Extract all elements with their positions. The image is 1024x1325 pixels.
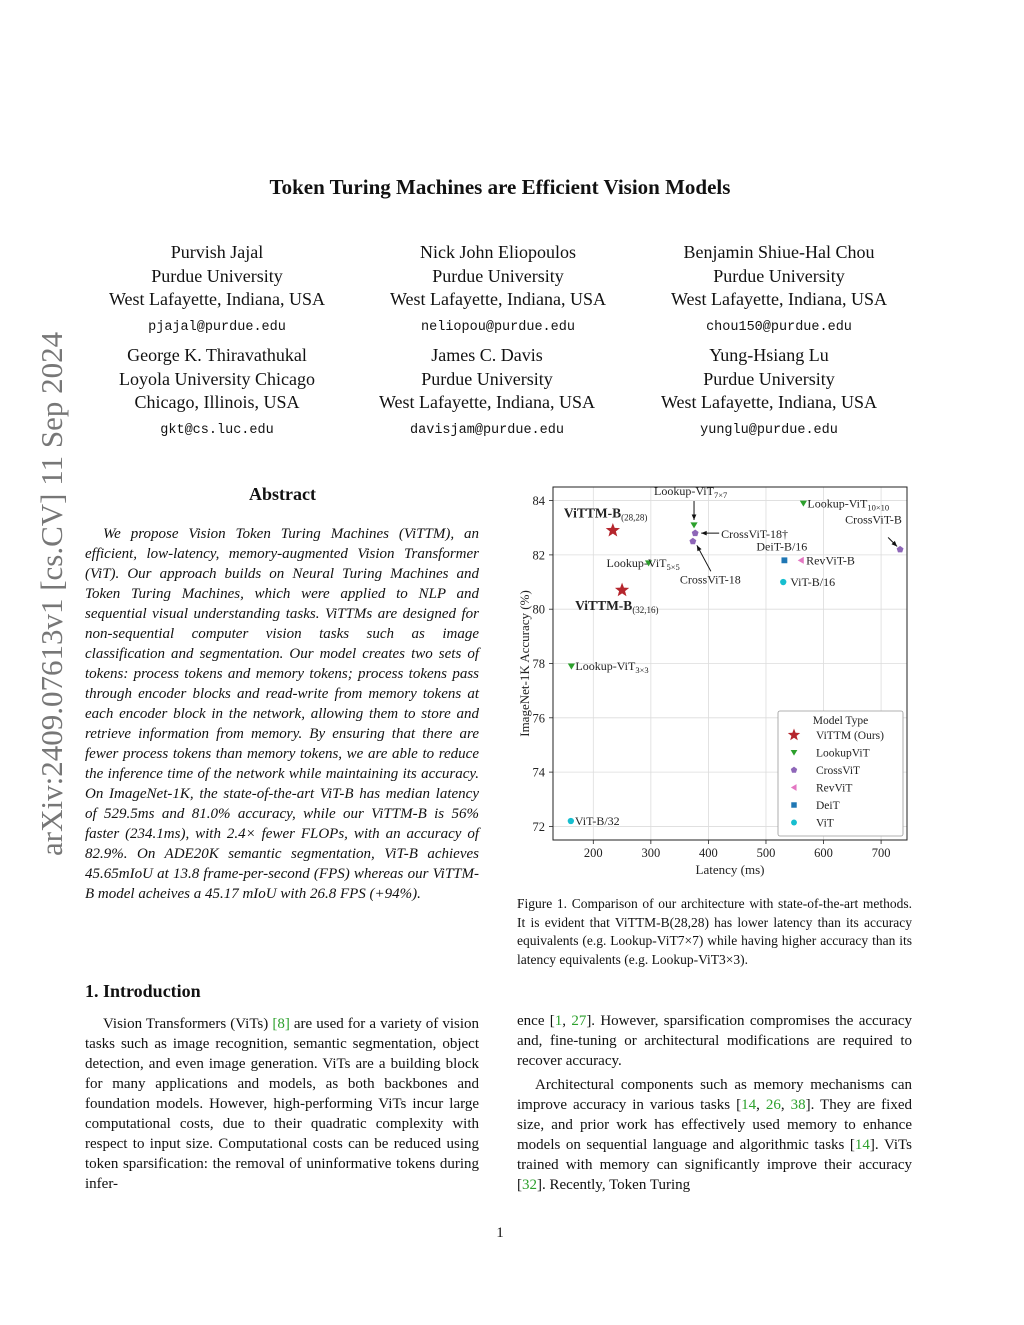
author-location: West Lafayette, Indiana, USA	[379, 392, 595, 412]
data-label: ViTTM-$B_{(32,16)}$	[575, 598, 659, 616]
legend-title: Model Type	[812, 715, 869, 727]
citation-link[interactable]: 14	[741, 1097, 757, 1113]
y-tick-label: 80	[532, 602, 545, 617]
text-span: ]. Recently, Token Turing	[537, 1177, 691, 1193]
author-block-1	[67, 241, 367, 339]
right-paragraph-2	[517, 1075, 912, 1195]
data-label: Lookup-ViT$_{10\times 10}$	[807, 496, 890, 513]
y-axis-label: ImageNet-1K Accuracy (%)	[517, 590, 532, 737]
data-label: ViT-B/32	[574, 813, 620, 828]
data-label: DeiT-B/16	[756, 539, 808, 554]
citation-link[interactable]: 32	[522, 1177, 537, 1193]
x-tick-label: 700	[871, 846, 891, 860]
y-tick-label: 78	[532, 657, 545, 671]
text-span: ]. They are fixed size, and prior work has effectively used memory to enhance models on sequential language and algorithmic tasks [	[517, 1097, 912, 1153]
author-affiliation: Loyola University Chicago	[119, 368, 315, 389]
data-label: CrossViT-18†	[721, 527, 789, 542]
data-label-subscript: (28,28)	[621, 512, 648, 523]
author-affiliation: Purdue University	[703, 368, 835, 389]
x-axis-label: Latency (ms)	[695, 862, 765, 877]
data-point-vit-b-16	[780, 579, 786, 585]
page-number: 1	[496, 1225, 504, 1241]
data-label: Lookup-ViT$_{3\times 3}$	[575, 659, 649, 676]
data-label: ViTTM-$B_{(28,28)}$	[563, 505, 648, 523]
abstract-paragraph: We propose Vision Token Turing Machines (ViTTM), an efficient, low-latency, memory-augmented Vision Transformer (ViT). Our approach builds on Neural Turing Machines and Token Turing Machines, which were applied to NLP and sequential visual understanding tasks. ViTTMs are designed for non-sequential computer vision tasks such as image classification and segmentation. Our model creates two sets of tokens: process tokens and memory tokens; process tokens pass through encoder blocks and read-write from memory tokens at each encoder block in the network, allowing them to store and retrieve information from memory. By ensuring that there are fewer process tokens than memory tokens, we are able to reduce the inference time of the network while maintaining its accuracy. On ImageNet-1K, the state-of-the-art ViT-B has median latency of 529.5ms and 81.0% accuracy, while our ViTTM-B is 56% faster (234.1ms), with 2.4× fewer FLOPs, with an accuracy of 82.9%. On ADE20K semantic segmentation, ViT-B achieves 45.65mIoU at 13.8 frame-per-second (FPS) whereas our ViTTM-B model acheives a 45.17 mIoU with 26.8 FPS (+94%).	[85, 526, 479, 902]
x-tick-label: 600	[814, 846, 833, 860]
y-tick-label: 84	[532, 494, 545, 509]
author-email: yunglu@purdue.edu	[700, 422, 838, 438]
data-label: CrossViT-B	[845, 512, 902, 527]
author-email: davisjam@purdue.edu	[410, 422, 564, 438]
author-name: Benjamin Shiue-Hal Chou	[683, 242, 875, 262]
author-email: gkt@cs.luc.edu	[160, 422, 274, 438]
author-location: Chicago, Illinois, USA	[134, 392, 300, 412]
data-label-subscript: 5×5	[666, 562, 680, 573]
author-block-3	[629, 241, 929, 339]
data-label: CrossViT-18	[679, 572, 741, 587]
citation-link[interactable]: [8]	[272, 1016, 290, 1032]
author-affiliation: Purdue University	[432, 265, 564, 286]
x-tick-label: 400	[699, 846, 718, 860]
right-column-body	[517, 1011, 912, 1199]
citation-link[interactable]: 27	[571, 1013, 587, 1029]
author-affiliation: Purdue University	[421, 368, 553, 389]
data-label: Lookup-ViT$_{7\times 7}$	[654, 484, 728, 501]
legend-entry-label: ViTTM (Ours)	[816, 730, 884, 742]
author-name: James C. Davis	[431, 345, 543, 365]
intro-text-1: Vision Transformers (ViTs)	[103, 1016, 273, 1032]
text-span: ,	[756, 1097, 766, 1113]
data-label-subscript: 10×10	[867, 502, 890, 513]
x-tick-label: 500	[756, 846, 776, 860]
author-block-6	[619, 344, 919, 442]
author-name: Yung-Hsiang Lu	[709, 345, 829, 365]
abstract-heading: Abstract	[249, 484, 316, 504]
author-email: neliopou@purdue.edu	[421, 319, 575, 335]
data-label-subscript: (32,16)	[632, 605, 659, 616]
y-tick-label: 82	[532, 548, 545, 563]
author-affiliation: Purdue University	[151, 265, 283, 286]
figure-1-chart	[512, 480, 912, 882]
citation-link[interactable]: 1	[554, 1013, 563, 1029]
intro-heading: 1. Introduction	[85, 981, 201, 1001]
data-label: RevViT-B	[806, 553, 855, 568]
citation-link[interactable]: 38	[790, 1097, 806, 1113]
data-label-subscript: 3×3	[635, 665, 649, 676]
text-span: ence [	[517, 1013, 555, 1029]
author-email: chou150@purdue.edu	[706, 319, 852, 335]
text-span: ,	[562, 1013, 572, 1029]
figure-caption: Figure 1. Comparison of our architecture with state-of-the-art methods. It is evident that ViTTM-B(28,28) has lower latency than its accuracy equivalents (e.g. Lookup-ViT7×7) while having higher accuracy than its latency equivalents (e.g. Lookup-ViT3×3).	[517, 896, 912, 967]
data-point-vit-b-32	[568, 818, 574, 824]
abstract-body	[85, 524, 479, 904]
y-tick-label: 72	[532, 819, 545, 834]
author-location: West Lafayette, Indiana, USA	[390, 289, 606, 309]
intro-text-2: are used for a variety of vision tasks such as image recognition, semantic segmentation, object detection, and even image generation. ViTs are a building block for many applications and models, as both backbones and foundation models. However, high-performing ViTs incur large computational costs, due to their quadratic complexity with respect to input size. Computational costs can be reduced using token sparsification: the removal of uninformative tokens during infer-	[85, 1016, 479, 1192]
data-point-deit-b-16	[781, 557, 787, 563]
legend-entry-label: CrossViT	[816, 765, 861, 777]
author-location: West Lafayette, Indiana, USA	[671, 289, 887, 309]
arxiv-stamp: arXiv:2409.07613v1 [cs.CV] 11 Sep 2024	[34, 331, 69, 856]
author-location: West Lafayette, Indiana, USA	[661, 392, 877, 412]
data-label: ViT-B/16	[790, 575, 836, 590]
citation-link[interactable]: 14	[854, 1137, 870, 1153]
data-label: Lookup-ViT$_{5\times 5}$	[606, 556, 680, 573]
legend-entry-label: LookupViT	[816, 747, 870, 760]
intro-paragraph	[85, 1014, 479, 1194]
author-location: West Lafayette, Indiana, USA	[109, 289, 325, 309]
x-tick-label: 200	[583, 846, 603, 860]
legend-marker	[791, 820, 797, 826]
intro-body	[85, 1014, 479, 1194]
data-label-subscript: 7×7	[713, 490, 728, 501]
y-tick-label: 74	[532, 765, 545, 780]
paper-title: Token Turing Machines are Efficient Vision Models	[269, 175, 731, 199]
author-block-4	[67, 344, 367, 442]
legend-marker	[791, 802, 796, 807]
text-span: Architectural components such as memory mechanisms can improve accuracy in various tasks [	[517, 1077, 912, 1113]
author-affiliation: Purdue University	[713, 265, 845, 286]
legend-entry-label: ViT	[816, 817, 834, 830]
author-email: pjajal@purdue.edu	[148, 319, 286, 335]
text-span: ]. ViTs trained with memory can significantly improve their accuracy [	[517, 1137, 912, 1193]
text-span: ]. However, sparsification compromises the accuracy and, fine-tuning or architectural modifications are required to recover accuracy.	[517, 1013, 913, 1069]
author-name: Purvish Jajal	[170, 242, 264, 262]
x-tick-label: 300	[641, 846, 661, 860]
author-block-5	[337, 344, 637, 442]
y-tick-label: 76	[532, 711, 545, 726]
right-paragraph-1	[517, 1011, 912, 1071]
text-span: ,	[780, 1097, 791, 1113]
author-block-2	[348, 241, 648, 339]
citation-link[interactable]: 26	[765, 1097, 781, 1113]
legend-entry-label: DeiT	[816, 800, 840, 812]
legend-entry-label: RevViT	[816, 782, 853, 795]
author-name: Nick John Eliopoulos	[420, 242, 576, 262]
author-name: George K. Thiravathukal	[127, 345, 307, 365]
